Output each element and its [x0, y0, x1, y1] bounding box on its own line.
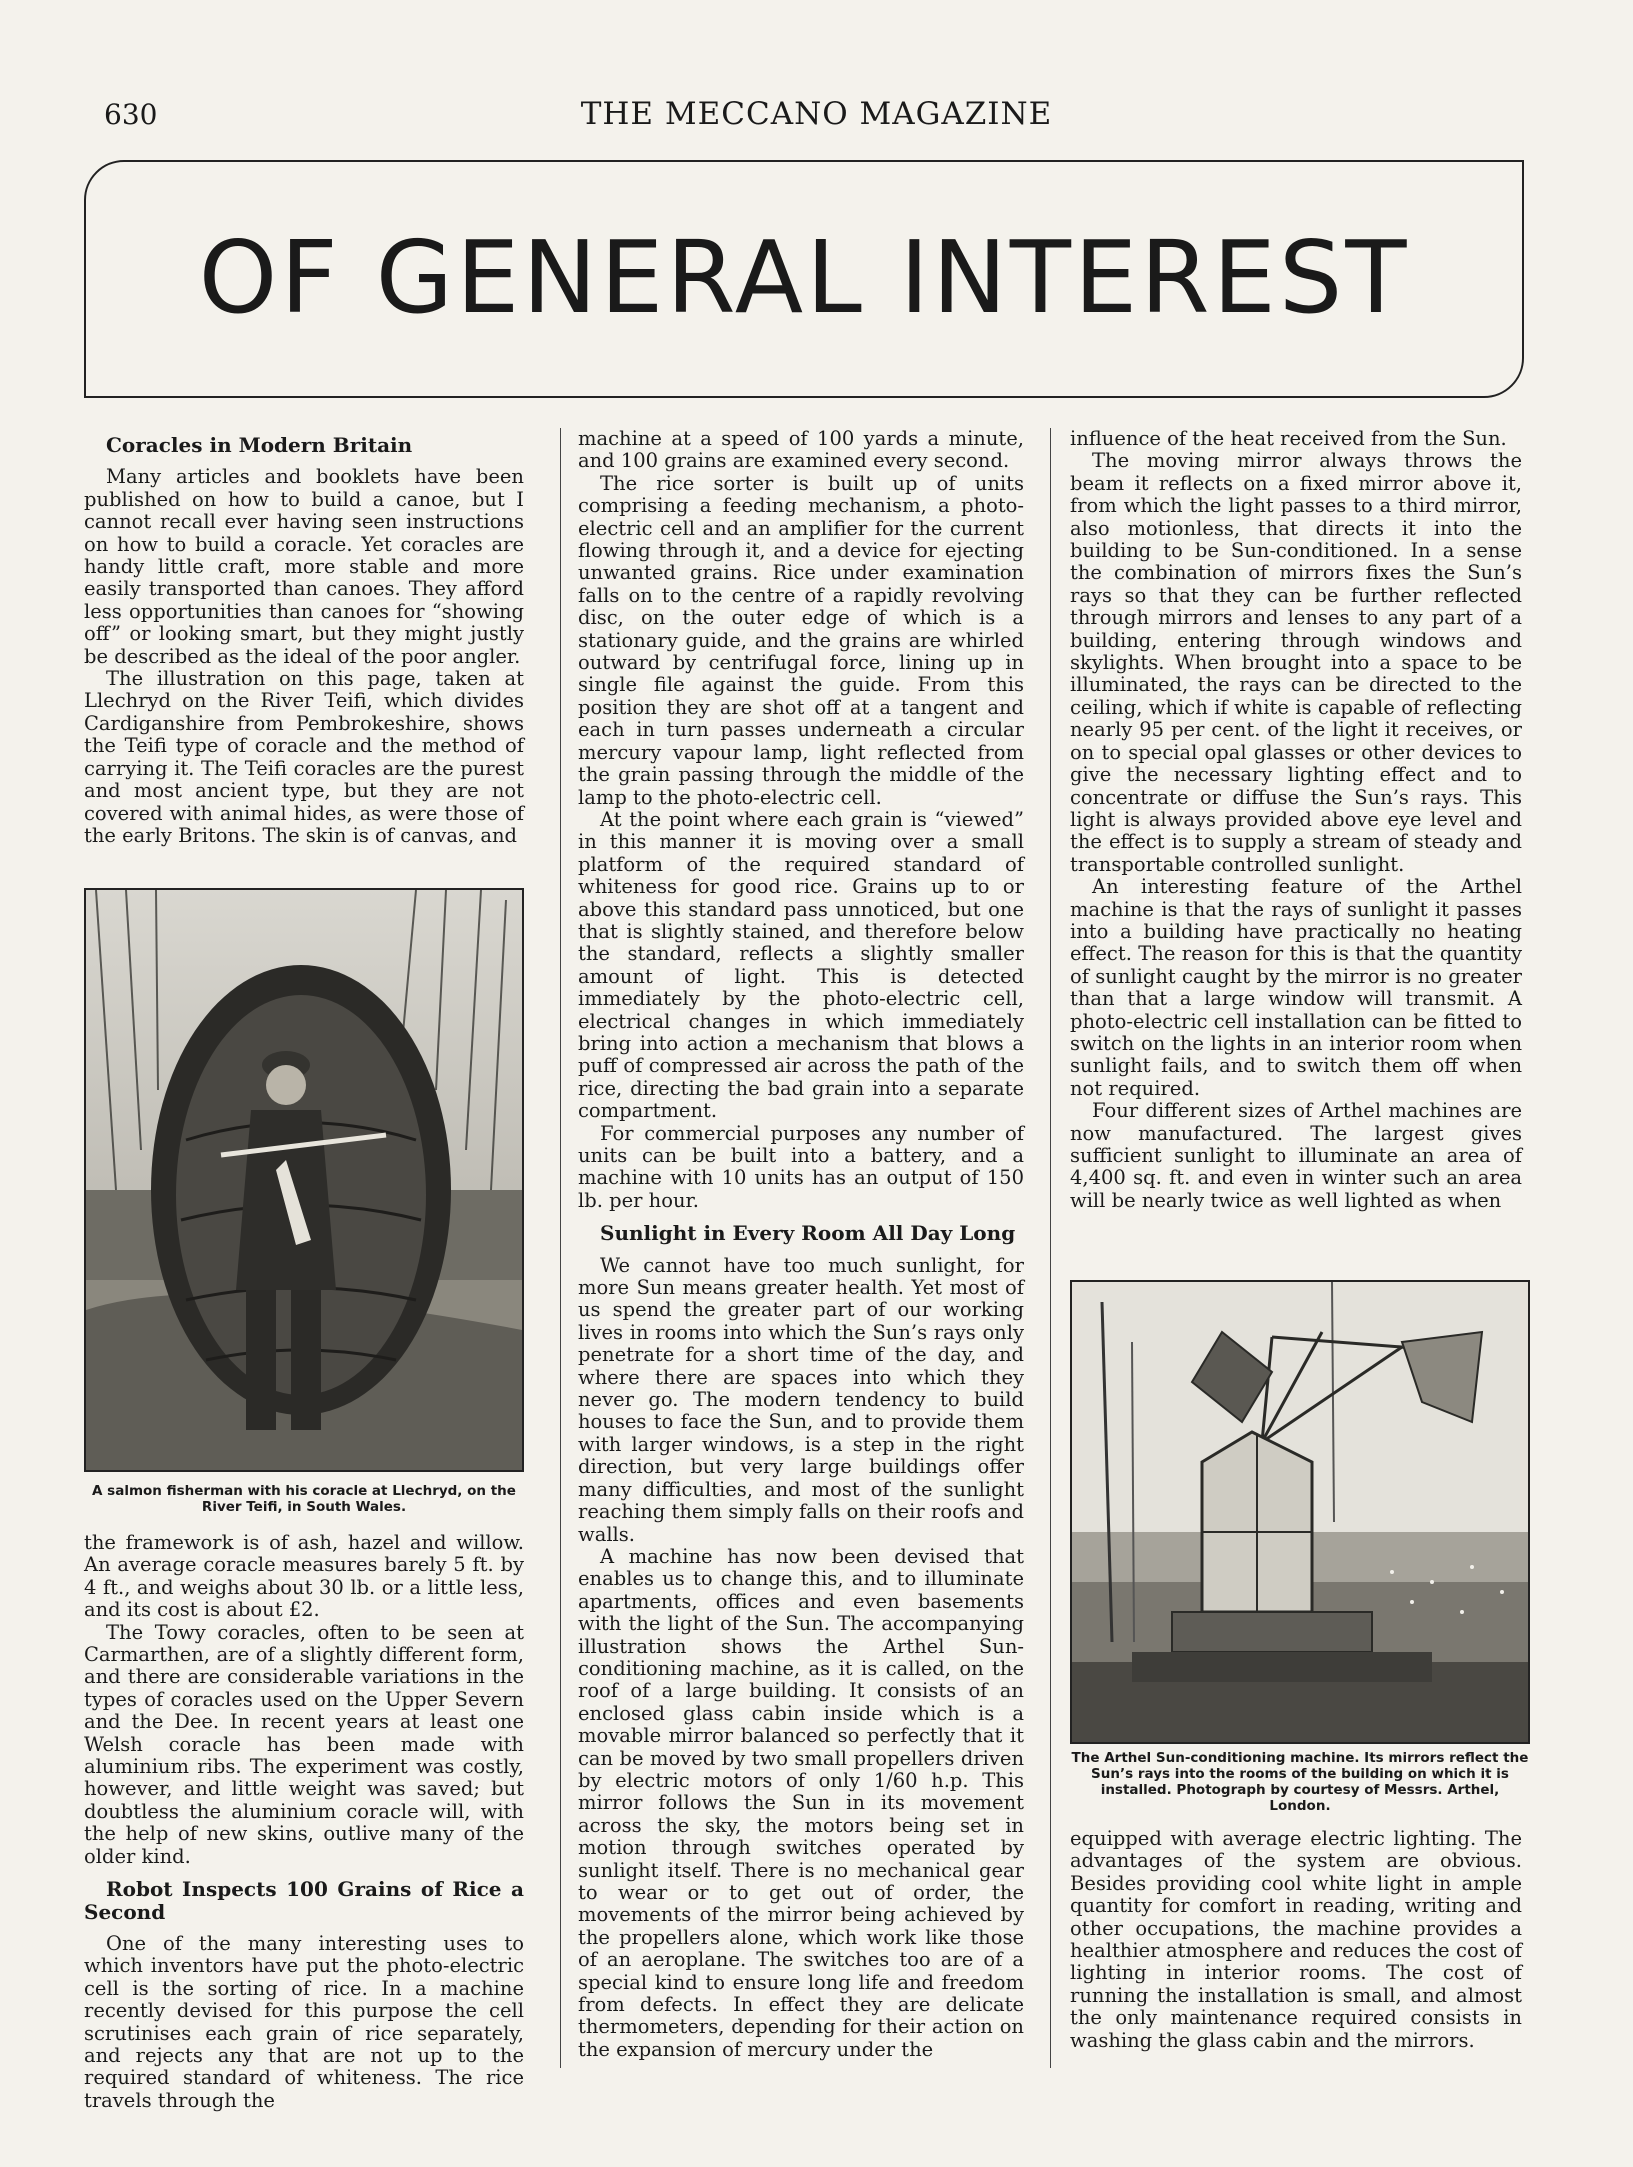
running-head: THE MECCANO MAGAZINE: [580, 96, 1053, 132]
paragraph: The illustration on this page, taken at Llechryd on the River Teifi, which divides Cardiganshire from Pembrokeshire, shows the Teifi type of coracle and the method of carrying it. The Teifi coracles are the purest and most ancient type, but they are not covered with animal hides, as were those of the early Britons. The skin is of canvas, and: [84, 667, 524, 847]
column-rule-right: [1050, 428, 1051, 2068]
arthel-machine-photo: [1070, 1280, 1530, 1744]
coracle-photo-caption: A salmon fisherman with his coracle at Llechryd, on the River Teifi, in South Wales.: [92, 1483, 516, 1515]
paragraph: The Towy coracles, often to be seen at Carmarthen, are of a slightly different form, and there are considerable variations in the types of coracles used on the Upper Severn and the Dee. In recent years at least one Welsh coracle has been made with aluminium ribs. The experiment was costly, however, and little weight was saved; but doubtless the aluminium coracle will, with the help of new skins, outlive many of the older kind.: [84, 1620, 524, 1868]
arthel-photo-caption: The Arthel Sun-conditioning machine. Its mirrors reflect the Sun’s rays into the rooms of the building on which it is installed. Photograph by courtesy of Messrs. Arthel, London.: [1071, 1750, 1529, 1814]
paragraph: equipped with average electric lighting. The advantages of the system are obvious. Besides providing cool white light in ample quantity for comfort in reading, writing and other occupations, the machine provides a healthier atmosphere and reduces the cost of lighting in interior rooms. The cost of running the installation is small, and almost the only maintenance required consists in washing the glass cabin and the mirrors.: [1070, 1827, 1522, 2052]
paragraph: The moving mirror always throws the beam it reflects on a fixed mirror above it, from which the light passes to a third mirror, also motionless, that directs it into the building to be Sun-conditioned. In a sense the combination of mirrors fixes the Sun’s rays so that they can be further reflected through mirrors and lenses to any part of a building, entering through windows and skylights. When brought into a space to be illuminated, the rays can be directed to the ceiling, which if white is capable of reflecting nearly 95 per cent. of the light it receives, or on to special opal glasses or other devices to give the necessary lighting effect and to concentrate or diffuse the Sun’s rays. This light is always provided above eye level and the effect is to supply a stream of steady and transportable controlled sunlight.: [1070, 449, 1522, 876]
paragraph: Many articles and booklets have been published on how to build a canoe, but I cannot recall ever having seen instructions on how to build a coracle. Yet coracles are handy little craft, more stable and more easily transported than canoes. They afford less opportunities than canoes for “showing off” or looking smart, but they might justly be described as the ideal of the poor angler.: [84, 465, 524, 668]
paragraph: the framework is of ash, hazel and willow. An average coracle measures barely 5 ft. by 4 ft., and weighs about 30 lb. or a little less, and its cost is about £2.: [84, 1531, 524, 1622]
column-3-top: [1070, 428, 1522, 1212]
column-rule-left: [560, 428, 561, 2068]
article-heading-sunlight: Sunlight in Every Room All Day Long: [600, 1221, 1016, 1246]
column-1-bottom: [84, 1532, 524, 2112]
coracle-photo-image: [86, 890, 522, 1470]
paragraph: We cannot have too much sunlight, for more Sun means greater health. Yet most of us spend the greater part of our working lives in rooms into which the Sun’s rays only penetrate for a short time of the day, and where there are spaces into which they never go. The modern tendency to build houses to face the Sun, and to provide them with larger windows, is a step in the right direction, but very large buildings offer many difficulties, and most of the sunlight reaching them simply falls on their roofs and walls.: [578, 1253, 1024, 1546]
column-2: [578, 428, 1024, 2061]
column-3-bottom: [1070, 1828, 1522, 2052]
article-heading-rice: Robot Inspects 100 Grains of Rice a Second: [84, 1877, 524, 1924]
paragraph: influence of the heat received from the Sun.: [1070, 427, 1507, 450]
paragraph: machine at a speed of 100 yards a minute, and 100 grains are examined every second.: [578, 427, 1024, 473]
section-banner: [84, 160, 1524, 398]
paragraph: Four different sizes of Arthel machines are now manufactured. The largest gives sufficient sunlight to illuminate an area of 4,400 sq. ft. and even in winter such an area will be nearly twice as well lighted as when: [1070, 1099, 1522, 1212]
page-number: 630: [104, 98, 158, 131]
paragraph: At the point where each grain is “viewed” in this manner it is moving over a small platform of the required standard of whiteness for good rice. Grains up to or above this standard pass unnoticed, but one that is slightly stained, and therefore below the standard, reflects a slightly smaller amount of light. This is detected immediately by the photo-electric cell, electrical changes in which immediately bring into action a mechanism that blows a puff of compressed air across the path of the rice, directing the bad grain into a separate compartment.: [578, 807, 1024, 1123]
arthel-machine-image: [1072, 1282, 1528, 1742]
paragraph: For commercial purposes any number of units can be built into a battery, and a machine with 10 units has an output of 150 lb. per hour.: [578, 1121, 1024, 1212]
coracle-photo: [84, 888, 524, 1472]
paragraph: One of the many interesting uses to which inventors have put the photo-electric cell is the sorting of rice. In a machine recently devised for this purpose the cell scrutinises each grain of rice separately, and rejects any that are not up to the required standard of whiteness. The rice travels through the: [84, 1931, 524, 2112]
section-title: OF GENERAL INTEREST: [198, 219, 1410, 336]
column-1-top: [84, 434, 524, 847]
paragraph: An interesting feature of the Arthel machine is that the rays of sunlight it passes into a building have practically no heating effect. The reason for this is that the quantity of sunlight caught by the mirror is no greater than that a large window will transmit. A photo-electric cell installation can be fitted to switch on the lights in an interior room when sunlight fails, and to switch them off when not required.: [1070, 875, 1522, 1100]
paragraph: The rice sorter is built up of units comprising a feeding mechanism, a photo-electric cell and an amplifier for the current flowing through it, and a device for ejecting unwanted grains. Rice under examination falls on to the centre of a rapidly revolving disc, on the outer edge of which is a stationary guide, and the grains are whirled outward by centrifugal force, lining up in single file against the guide. From this position they are shot off at a tangent and each in turn passes underneath a circular mercury vapour lamp, light reflected from the grain passing through the middle of the lamp to the photo-electric cell.: [578, 471, 1024, 809]
paragraph: A machine has now been devised that enables us to change this, and to illuminate apartments, offices and even basements with the light of the Sun. The accompanying illustration shows the Arthel Sun-conditioning machine, as it is called, on the roof of a large building. It consists of an enclosed glass cabin inside which is a movable mirror balanced so perfectly that it can be moved by two small propellers driven by electric motors of only 1/60 h.p. This mirror follows the Sun in its movement across the sky, the motors being set in motion through switches operated by sunlight itself. There is no mechanical gear to wear or to get out of order, the movements of the mirror being achieved by the propellers alone, which work like those of an aeroplane. The switches too are of a special kind to ensure long life and freedom from defects. In effect they are delicate thermometers, depending for their action on the expansion of mercury under the: [578, 1544, 1024, 2061]
article-heading-coracles: Coracles in Modern Britain: [106, 433, 413, 457]
